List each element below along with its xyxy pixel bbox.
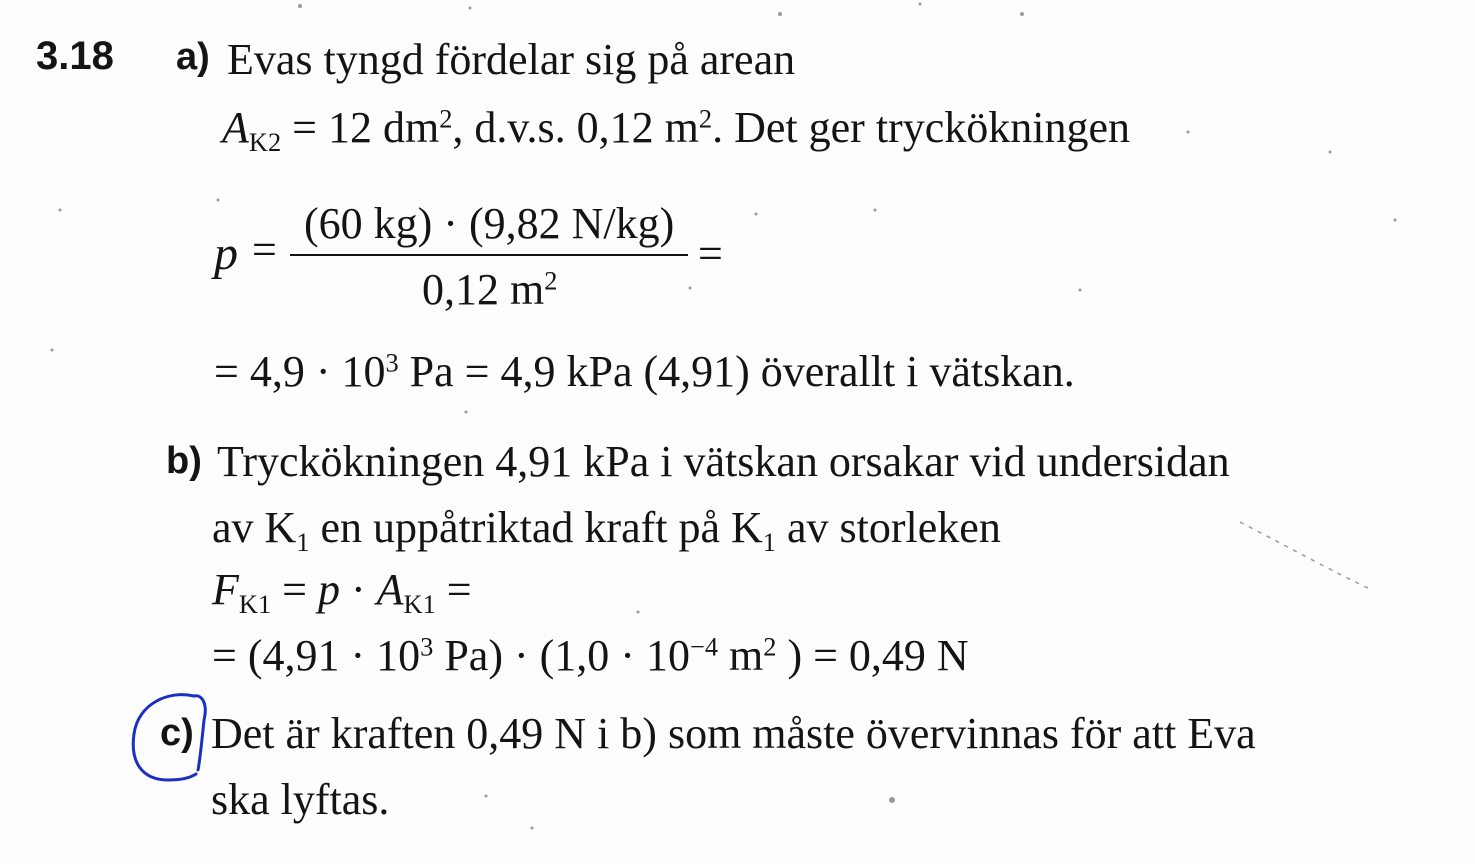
problem-number: 3.18 [36,34,114,78]
result-text1: = 4,9 · 10 [214,347,386,396]
b4-sup1: 3 [420,631,434,662]
b3-area-symbol: A [376,565,404,614]
area-text3: . Det ger tryckökningen [712,103,1130,152]
part-b-label: b) [166,440,202,482]
result-text2: Pa = 4,9 kPa (4,91) överallt i vätskan. [398,347,1075,396]
b4-text4: ) = 0,49 N [776,631,969,680]
force-sub: K1 [238,589,272,620]
part-c-label: c) [160,712,194,754]
part-a-result [214,347,1075,396]
b2-sub1: 1 [296,527,310,558]
b3-area-sub: K1 [403,589,436,620]
part-a-line1: Evas tyngd fördelar sig på arean [227,35,796,84]
area-subscript: K2 [248,127,282,158]
b3-mid1: = [271,565,318,614]
b4-sup2: −4 [689,631,719,662]
part-c-line2: ska lyftas. [211,775,390,824]
fraction-bar [290,254,688,256]
b3-pressure-symbol: p [317,565,340,614]
fraction-trailing-equals: = [698,229,723,278]
b3-end: = [435,565,472,614]
b4-text3: m [718,631,764,680]
b4-text2: Pa) · (1,0 · 10 [433,631,690,680]
fraction-numerator: (60 kg) · (9,82 N/kg) [304,199,675,248]
result-sup: 3 [385,347,399,378]
b2-sub2: 1 [762,527,776,558]
force-symbol: F [212,565,239,614]
part-b-line2 [212,503,1001,558]
part-b-line1: Tryckökningen 4,91 kPa i vätskan orsakar vid undersidan [217,437,1230,486]
part-c-line1: Det är kraften 0,49 N i b) som måste övervinnas för att Eva [211,709,1256,758]
area-symbol: A [222,103,249,152]
part-b-line3 [212,565,472,620]
pressure-symbol: p [214,227,238,280]
b4-sup3: 2 [763,631,777,662]
area-text2: , d.v.s. 0,12 m [452,103,699,152]
area-sup1: 2 [439,103,453,134]
area-sup2: 2 [698,103,713,134]
part-b-line4 [212,631,969,680]
area-text1: = 12 dm [281,103,440,152]
fraction-denominator [422,265,558,314]
b3-mid2: · [339,565,377,614]
pressure-equals: = [252,225,277,274]
b4-text1: = (4,91 · 10 [212,631,421,680]
part-a-line2 [222,103,1130,158]
denominator-sup: 2 [544,265,558,296]
b2-text3: av storleken [776,503,1001,552]
part-a-label: a) [176,36,210,78]
denominator-text: 0,12 m [422,265,545,314]
b2-text2: en uppåtriktad kraft på K [309,503,763,552]
b2-text1: av K [212,503,297,552]
